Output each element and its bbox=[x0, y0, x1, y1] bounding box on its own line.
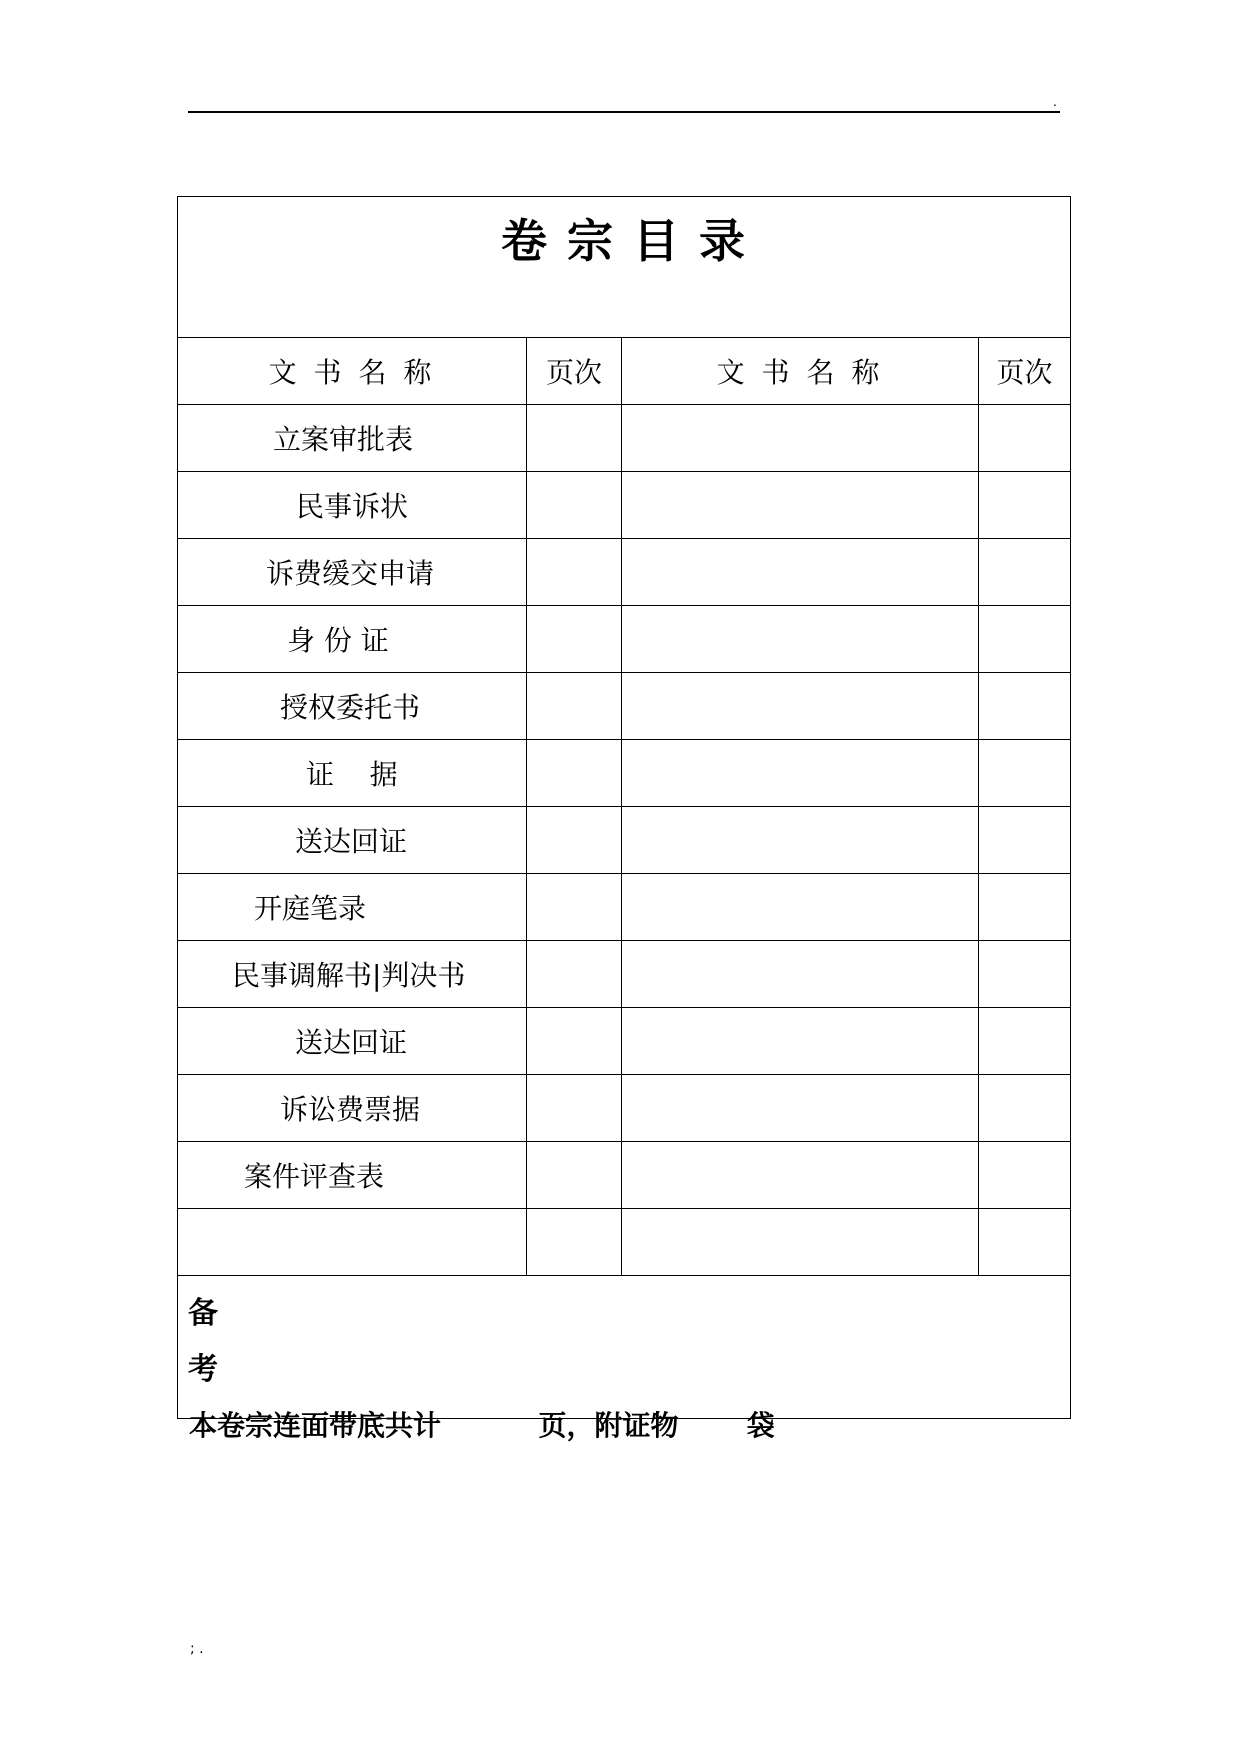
page-number-cell-right bbox=[979, 1075, 1071, 1142]
document-name: 送达回证 bbox=[178, 807, 527, 874]
page-number-cell-right bbox=[979, 606, 1071, 673]
page-number-cell bbox=[527, 874, 622, 941]
page-number-cell bbox=[527, 606, 622, 673]
page-number-cell bbox=[527, 472, 622, 539]
document-name-right bbox=[622, 807, 979, 874]
table-row bbox=[178, 874, 1071, 941]
document-name: 送达回证 bbox=[178, 1008, 527, 1075]
table-row bbox=[178, 673, 1071, 740]
document-name-right bbox=[622, 1008, 979, 1075]
page-number-cell-right bbox=[979, 1008, 1071, 1075]
remarks-label-char-2: 考 bbox=[188, 1352, 218, 1387]
document-name-right bbox=[622, 1075, 979, 1142]
document-name: 诉费缓交申请 bbox=[178, 539, 527, 606]
document-name: 立案审批表 bbox=[178, 405, 527, 472]
document-name: 证 据 bbox=[178, 740, 527, 807]
document-name-right bbox=[622, 941, 979, 1008]
document-name: 民事诉状 bbox=[178, 472, 527, 539]
document-name: 民事调解书|判决书 bbox=[178, 941, 527, 1008]
page-number-cell bbox=[527, 941, 622, 1008]
document-name: 授权委托书 bbox=[178, 673, 527, 740]
table-row bbox=[178, 807, 1071, 874]
remarks-label-char-1: 备 bbox=[188, 1296, 218, 1331]
document-name: 案件评查表 bbox=[178, 1142, 527, 1209]
page-number-cell bbox=[527, 807, 622, 874]
table-row bbox=[178, 941, 1071, 1008]
page-number-cell-right bbox=[979, 472, 1071, 539]
document-name-right bbox=[622, 472, 979, 539]
document-name-right bbox=[622, 673, 979, 740]
document-name-right bbox=[622, 740, 979, 807]
title-row bbox=[178, 197, 1071, 338]
document-name-right bbox=[622, 1142, 979, 1209]
page-number-cell bbox=[527, 673, 622, 740]
remarks-row bbox=[178, 1276, 1071, 1419]
column-header-doc-name-right: 文 书 名 称 bbox=[622, 338, 979, 405]
document-name: 诉讼费票据 bbox=[178, 1075, 527, 1142]
page-number-cell-right bbox=[979, 740, 1071, 807]
page-number-cell-right bbox=[979, 807, 1071, 874]
table-row bbox=[178, 606, 1071, 673]
table-row bbox=[178, 1209, 1071, 1276]
document-name-right bbox=[622, 405, 979, 472]
page-number-cell bbox=[527, 539, 622, 606]
header-row bbox=[178, 338, 1071, 405]
page-number-cell-right bbox=[979, 673, 1071, 740]
page-number-cell-right bbox=[979, 539, 1071, 606]
page-number-cell bbox=[527, 1008, 622, 1075]
column-header-doc-name-left: 文 书 名 称 bbox=[178, 338, 527, 405]
table-row bbox=[178, 1008, 1071, 1075]
remarks-cell bbox=[178, 1276, 1071, 1419]
page-number-cell-right bbox=[979, 1209, 1071, 1276]
table-row bbox=[178, 472, 1071, 539]
page-number-cell-right bbox=[979, 941, 1071, 1008]
page-count-statement: 本卷宗连面带底共计 页，附证物 袋 bbox=[189, 1409, 775, 1442]
header-mark: . bbox=[1053, 95, 1057, 109]
table-row bbox=[178, 740, 1071, 807]
page-number-cell bbox=[527, 1209, 622, 1276]
document-name bbox=[178, 1209, 527, 1276]
page-number-cell bbox=[527, 1075, 622, 1142]
document-name-right bbox=[622, 874, 979, 941]
table-row bbox=[178, 405, 1071, 472]
column-header-pages-left: 页次 bbox=[527, 338, 622, 405]
table-row bbox=[178, 539, 1071, 606]
catalog-table bbox=[177, 196, 1071, 1419]
document-name-right bbox=[622, 539, 979, 606]
document-name-right bbox=[622, 606, 979, 673]
page-number-cell-right bbox=[979, 874, 1071, 941]
page-number-cell bbox=[527, 740, 622, 807]
document-name: 身 份 证 bbox=[178, 606, 527, 673]
page-number-cell bbox=[527, 405, 622, 472]
page-number-cell bbox=[527, 1142, 622, 1209]
column-header-pages-right: 页次 bbox=[979, 338, 1071, 405]
page-title: 卷 宗 目 录 bbox=[178, 197, 1071, 338]
table-row bbox=[178, 1142, 1071, 1209]
document-name: 开庭笔录 bbox=[178, 874, 527, 941]
page-number-cell-right bbox=[979, 1142, 1071, 1209]
page-number-cell-right bbox=[979, 405, 1071, 472]
document-name-right bbox=[622, 1209, 979, 1276]
table-row bbox=[178, 1075, 1071, 1142]
header-rule bbox=[188, 111, 1060, 113]
corner-mark: ; . bbox=[190, 1641, 204, 1657]
